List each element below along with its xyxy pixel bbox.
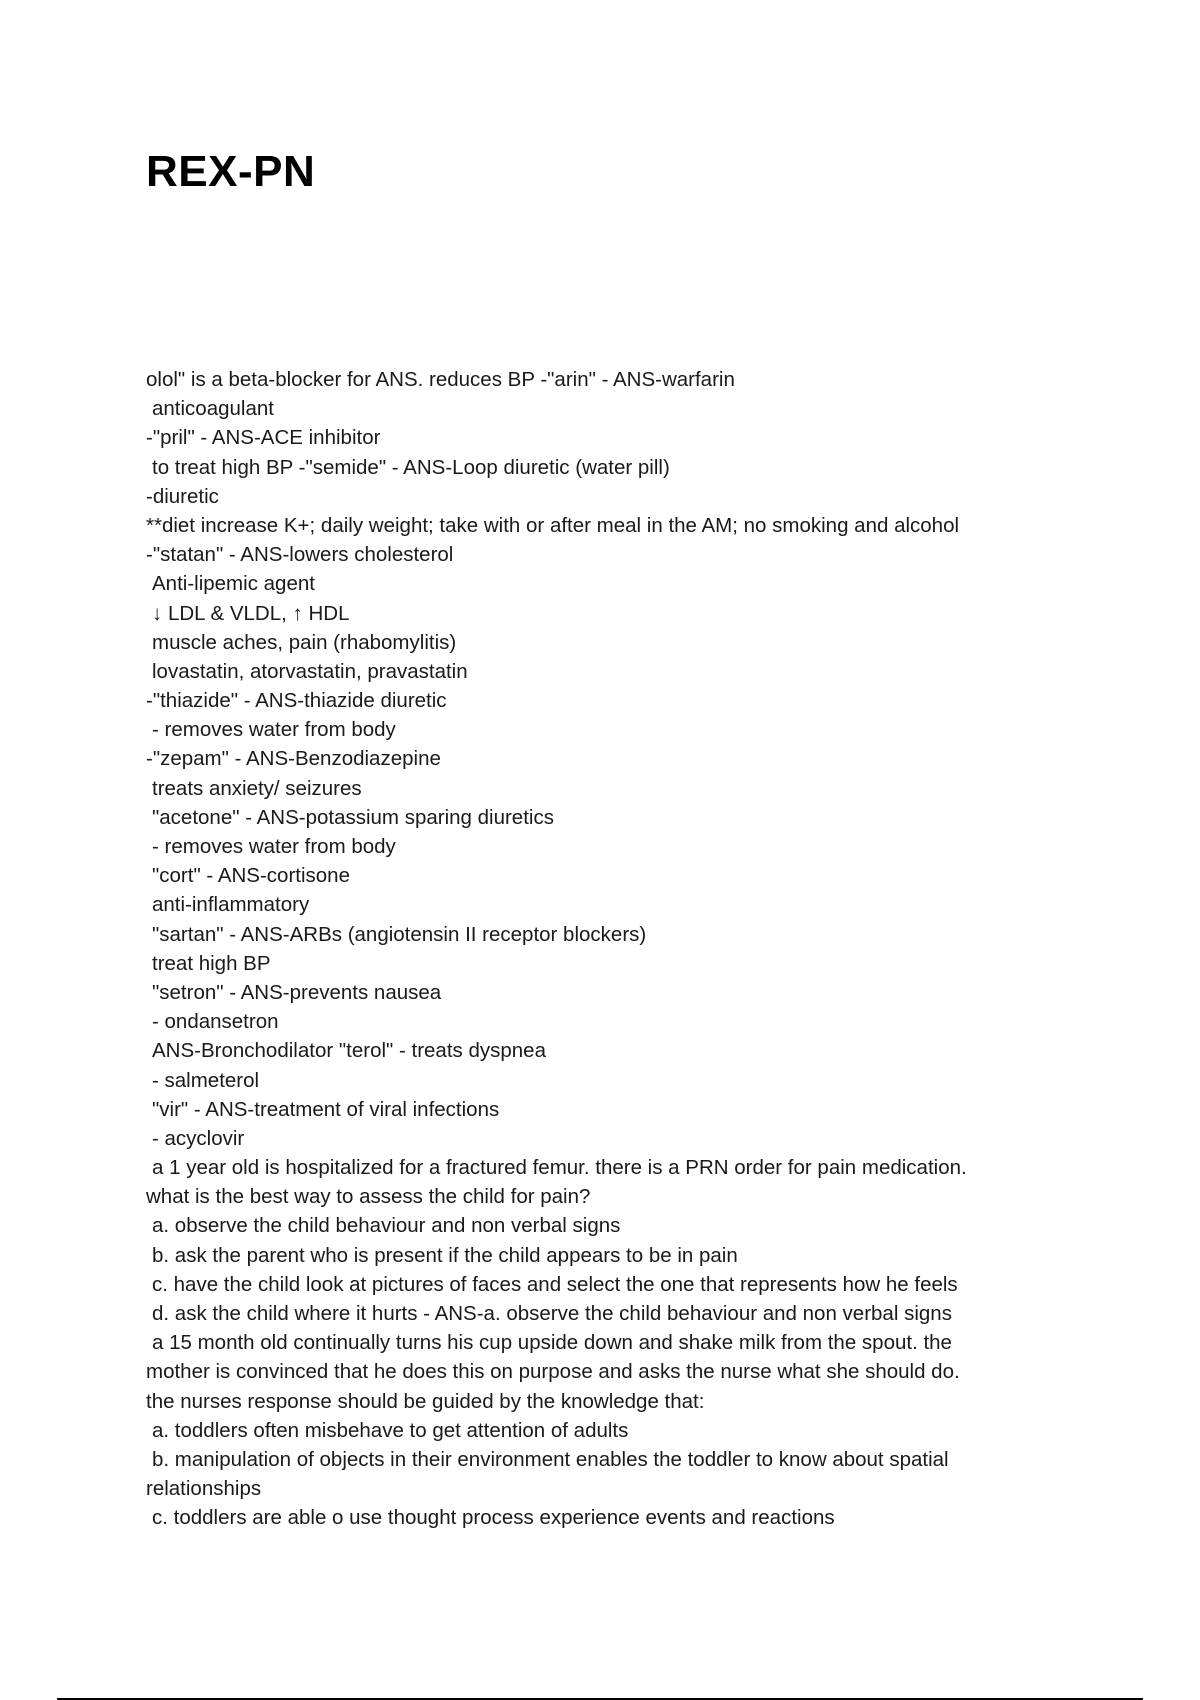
text-line: "acetone" - ANS-potassium sparing diuretics — [152, 805, 554, 829]
text-line: what is the best way to assess the child for pain? — [146, 1185, 591, 1209]
text-line: ↓ LDL & VLDL, ↑ HDL — [152, 601, 350, 625]
text-line: treat high BP — [152, 951, 271, 975]
text-line: b. ask the parent who is present if the child appears to be in pain — [152, 1243, 738, 1267]
text-line: lovastatin, atorvastatin, pravastatin — [152, 659, 468, 683]
text-line: olol" is a beta-blocker for ANS. reduces BP -"arin" - ANS-warfarin — [146, 368, 735, 391]
text-line: the nurses response should be guided by the knowledge that: — [146, 1389, 705, 1413]
text-line: a 15 month old continually turns his cup upside down and shake milk from the spout. the — [152, 1331, 952, 1355]
text-line: ANS-Bronchodilator "terol" - treats dyspnea — [152, 1039, 546, 1063]
text-line: "setron" - ANS-prevents nausea — [152, 980, 442, 1004]
text-line: Anti-lipemic agent — [152, 572, 315, 596]
text-line: - removes water from body — [152, 835, 396, 858]
text-line: muscle aches, pain (rhabomylitis) — [152, 630, 457, 654]
text-line: to treat high BP -"semide" - ANS-Loop diuretic (water pill) — [152, 455, 670, 479]
page-title: REX-PN — [146, 147, 316, 196]
text-line: mother is convinced that he does this on purpose and asks the nurse what she should do. — [146, 1360, 960, 1384]
text-line: a. toddlers often misbehave to get attention of adults — [152, 1418, 629, 1442]
text-line: -"zepam" - ANS-Benzodiazepine — [146, 747, 441, 771]
text-line: -"statan" - ANS-lowers cholesterol — [146, 543, 454, 567]
text-line: b. manipulation of objects in their environment enables the toddler to know about spatial — [152, 1447, 949, 1471]
text-line: anticoagulant — [152, 397, 274, 421]
document-body — [146, 365, 1066, 1533]
text-line: anti-inflammatory — [152, 893, 310, 917]
text-line: relationships — [146, 1477, 262, 1501]
text-line: - ondansetron — [152, 1010, 279, 1034]
text-line: -"thiazide" - ANS-thiazide diuretic — [146, 689, 447, 713]
text-line: treats anxiety/ seizures — [152, 776, 362, 800]
text-line: a 1 year old is hospitalized for a fractured femur. there is a PRN order for pain medication. — [152, 1156, 967, 1180]
text-line: - salmeterol — [152, 1068, 260, 1092]
text-line: -"pril" - ANS-ACE inhibitor — [146, 426, 381, 450]
text-line: a. observe the child behaviour and non verbal signs — [152, 1214, 621, 1238]
text-line: -diuretic — [146, 484, 219, 508]
text-line: **diet increase K+; daily weight; take with or after meal in the AM; no smoking and alcohol — [146, 513, 960, 537]
text-line: d. ask the child where it hurts - ANS-a. observe the child behaviour and non verbal signs — [152, 1302, 952, 1325]
text-line: c. have the child look at pictures of faces and select the one that represents how he feels — [152, 1272, 958, 1296]
text-line: "cort" - ANS-cortisone — [152, 864, 350, 888]
text-line: "sartan" - ANS-ARBs (angiotensin II receptor blockers) — [152, 922, 647, 946]
text-line: "vir" - ANS-treatment of viral infections — [152, 1097, 500, 1121]
text-line: - acyclovir — [152, 1126, 245, 1150]
text-line: c. toddlers are able o use thought process experience events and reactions — [152, 1506, 835, 1530]
text-line: - removes water from body — [152, 718, 396, 742]
